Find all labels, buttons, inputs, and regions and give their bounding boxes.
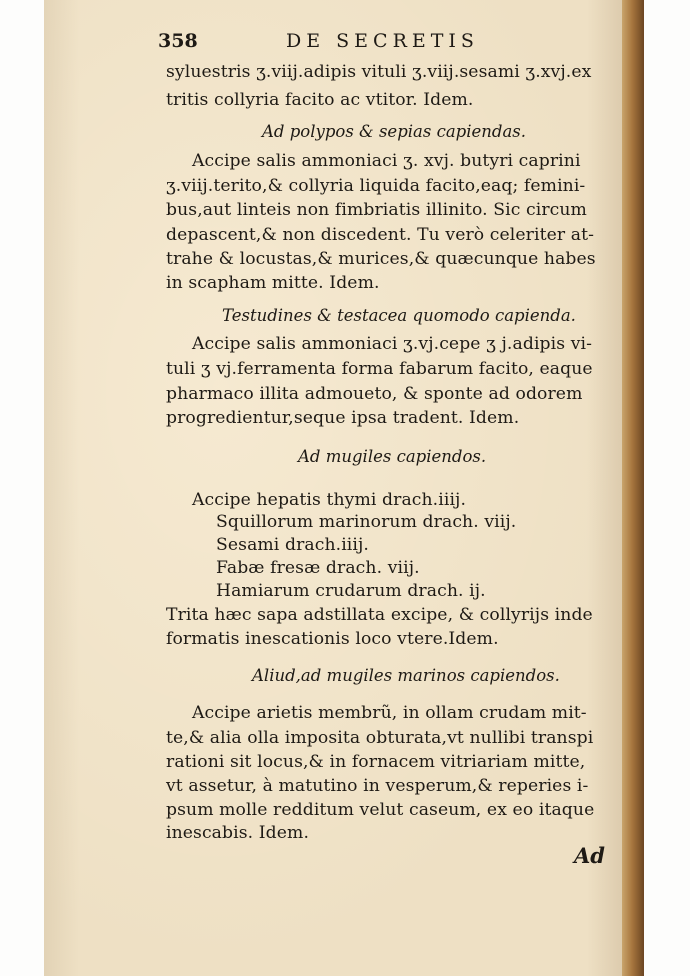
text-line: trahe & locustas,& murices,& quæcunque habes — [166, 249, 596, 269]
text-line: vt assetur, à matutino in vesperum,& reperies i- — [166, 776, 589, 796]
text-line: ʒ.viij.terito,& collyria liquida facito,eaq; femini- — [166, 176, 586, 196]
text-line: formatis inescationis loco vtere.Idem. — [166, 629, 499, 649]
text-line: inescabis. Idem. — [166, 823, 310, 843]
text-line: Accipe salis ammoniaci ʒ.vj.cepe ʒ j.adipis vi- — [192, 334, 593, 354]
text-line: Accipe arietis membrũ, in ollam crudam mit- — [192, 703, 587, 723]
text-line: te,& alia olla imposita obturata,vt nullibi transpi — [166, 728, 594, 748]
text-line: tuli ʒ vj.ferramenta forma fabarum facito, eaque — [166, 359, 593, 379]
text-line: tritis collyria facito ac vtitor. Idem. — [166, 90, 474, 110]
recipe-line: Fabæ fresæ drach. viij. — [216, 558, 420, 578]
section-heading: Ad mugiles capiendos. — [298, 447, 487, 466]
recipe-line: Accipe hepatis thymi drach.iiij. — [192, 490, 467, 510]
section-heading: Testudines & testacea quomodo capienda. — [222, 306, 576, 325]
text-line: syluestris ʒ.viij.adipis vituli ʒ.viij.sesami ʒ.xvj.ex — [166, 62, 592, 82]
text-line: Trita hæc sapa adstillata excipe, & collyrijs inde — [166, 605, 593, 625]
text-line: depascent,& non discedent. Tu verò celeriter at- — [166, 225, 594, 245]
text-line: in scapham mitte. Idem. — [166, 273, 380, 293]
text-line: bus,aut linteis non fimbriatis illinito. Sic circum — [166, 200, 587, 220]
recipe-line: Sesami drach.iiij. — [216, 535, 369, 555]
text-line: psum molle redditum velut caseum, ex eo itaque — [166, 800, 595, 820]
page-number: 358 — [158, 30, 198, 52]
section-heading: Ad polypos & sepias capiendas. — [262, 122, 526, 141]
section-heading: Aliud,ad mugiles marinos capiendos. — [252, 666, 560, 685]
text-line: Accipe salis ammoniaci ʒ. xvj. butyri caprini — [192, 151, 581, 171]
catchword: Ad — [574, 843, 605, 868]
recipe-line: Hamiarum crudarum drach. ij. — [216, 581, 486, 601]
text-line: pharmaco illita admoueto, & sponte ad odorem — [166, 384, 583, 404]
text-line: rationi sit locus,& in fornacem vitriariam mitte, — [166, 752, 586, 772]
recipe-line: Squillorum marinorum drach. viij. — [216, 512, 517, 532]
running-title: DE SECRETIS — [286, 30, 479, 52]
text-line: progredientur,seque ipsa tradent. Idem. — [166, 408, 520, 428]
